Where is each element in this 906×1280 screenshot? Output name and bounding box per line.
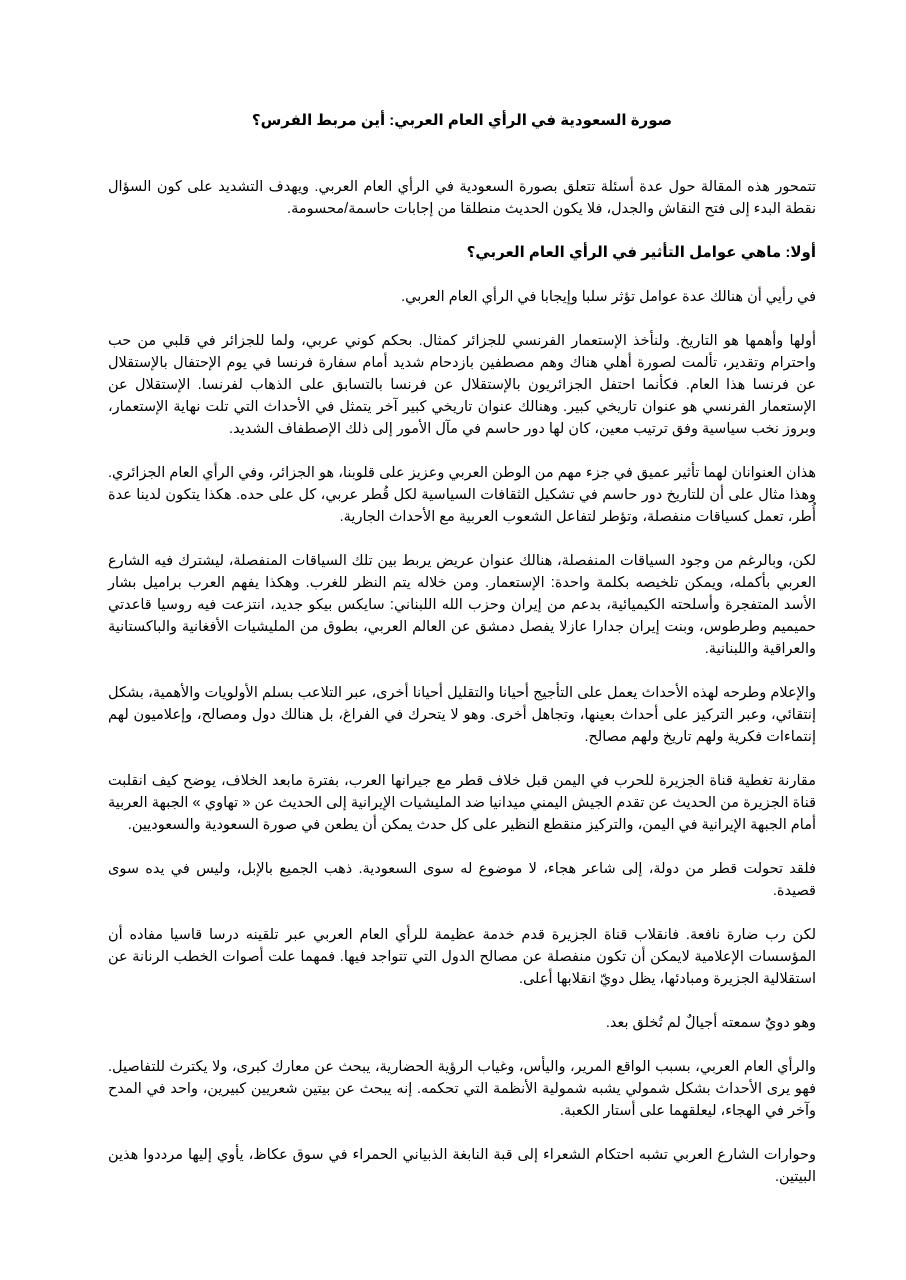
body-paragraph: والإعلام وطرحه لهذه الأحداث يعمل على التأجيج أحيانا والتقليل أحيانا أخرى، عبر التلاعب بسلم الأولويات والأهمية، بشكل إنتقائي، وعبر التركيز على أحداث بعينها، وتجاهل أخرى. وهو لا يتحرك في الفراغ، بل هنالك دول ومصالح، وإعلاميون لهم إنتماءات فكرية ولهم تاريخ ولهم مصالح.	[108, 685, 816, 745]
body-paragraph: وحوارات الشارع العربي تشبه احتكام الشعراء إلى قبة النابغة الذبياني الحمراء في سوق عكاظ، يأوي إليها مرددوا هذين البيتين.	[108, 1147, 816, 1185]
spacer	[108, 132, 816, 176]
document-page	[108, 100, 816, 1188]
intro-paragraph: تتمحور هذه المقالة حول عدة أسئلة تتعلق بصورة السعودية في الرأي العام العربي. ويهدف التشديد على كون السؤال نقطة البدء إلى فتح النقاش والجدل، فلا يكون الحديث منطلقا من إجابات حاسمة/محسومة.	[108, 179, 816, 217]
spacer	[108, 902, 816, 924]
body-paragraph: فلقد تحولت قطر من دولة، إلى شاعر هجاء، لا موضوع له سوى السعودية. ذهب الجميع بالإبل، وليس في يده سوى قصيدة.	[108, 861, 816, 899]
body-paragraph: هذان العنوانان لهما تأثير عميق في جزء مهم من الوطن العربي وعزيز على قلوبنا، هو الجزائر، وفي الرأي العام الجزائري. وهذا مثال على أن للتاريخ دور حاسم في تشكيل الثقافات السياسية لكل قُطر عربي، كل على حده. هكذا يتكون لدينا عدة أُطر، تعمل كسياقات منفصلة، وتؤطر لتفاعل الشعوب العربية مع الأحداث الجارية.	[108, 465, 816, 525]
body-paragraph: لكن رب ضارة نافعة. فانقلاب قناة الجزيرة قدم خدمة عظيمة للرأي العام العربي عبر تلقينه درسا قاسيا مفاده أن المؤسسات الإعلامية لايمكن أن تكون منفصلة عن مصالح الدول التي تتواجد فيها. فمهما علت أصوات الخطب الرنانة عن استقلالية الجزيرة ومبادئها، يظل دويّ انقلابها أعلى.	[108, 927, 816, 987]
spacer	[108, 308, 816, 330]
section-heading: أولا: ماهي عوامل التأثير في الرأي العام العربي؟	[466, 244, 816, 261]
body-paragraph: مقارنة تغطية قناة الجزيرة للحرب في اليمن قبل خلاف قطر مع جيرانها العرب، بفترة مابعد الخلاف، يوضح كيف انقلبت قناة الجزيرة من الحديث عن تقدم الجيش اليمني ميدانيا ضد المليشيات الإيرانية إلى الحديث عن « تهاوي » الجبهة العربية أمام الجبهة الإيرانية في اليمن، والتركيز منقطع النظير على كل حدث يمكن أن يطعن في صورة السعودية والسعوديين.	[108, 773, 816, 833]
spacer	[108, 1122, 816, 1144]
spacer	[108, 440, 816, 462]
spacer	[108, 1034, 816, 1056]
spacer	[108, 748, 816, 770]
body-paragraph: في رأيي أن هنالك عدة عوامل تؤثر سلبا وإيجابا في الرأي العام العربي.	[401, 289, 816, 305]
spacer	[108, 264, 816, 286]
spacer	[108, 990, 816, 1012]
spacer	[108, 528, 816, 550]
body-paragraph: لكن، وبالرغم من وجود السياقات المنفصلة، هنالك عنوان عريض يربط بين تلك السياقات المنفصلة، ليشترك فيه الشارع العربي بأكمله، ويمكن تلخيصه بكلمة واحدة: الإستعمار. ومن خلاله يتم النظر للغرب. وهكذا يفهم العرب براميل بشار الأسد المتفجرة وأسلحته الكيميائية، بدعم من إيران وحزب الله اللبناني: سايكس بيكو جديد، انتزعت فيه روسيا قاعدتي حميميم وطرطوس، وبنت إيران جدارا عازلا يفصل دمشق عن العالم العربي، بطوق من المليشيات الأفغانية والباكستانية والعراقية واللبنانية.	[108, 553, 816, 657]
spacer	[108, 660, 816, 682]
document-title: صورة السعودية في الرأي العام العربي: أين مربط الفرس؟	[251, 112, 673, 129]
body-paragraph: وهو دويٌ سمعته أجيالٌ لم تُخلق بعد.	[605, 1015, 816, 1031]
spacer	[108, 836, 816, 858]
spacer	[108, 220, 816, 242]
body-paragraph: أولها وأهمها هو التاريخ. ولنأخذ الإستعمار الفرنسي للجزائر كمثال. بحكم كوني عربي، ولما للجزائر في قلبي من حب واحترام وتقدير، تألمت لصورة أهلي هناك وهم مصطفين بازدحام شديد أمام سفارة فرنسا في يوم الإحتفال بالإستقلال عن فرنسا هذا العام. فكأنما احتفل الجزائريون بالإستقلال عن فرنسا بالتسابق على الذهاب لفرنسا. الإستقلال عن الإستعمار الفرنسي هو عنوان تاريخي كبير. وهنالك عنوان تاريخي كبير آخر يتمثل في الأحداث التي تلت نهاية الإستعمار، وبروز نخب سياسية وفق ترتيب معين، كان لها دور حاسم في مآل الأمور إلى ذلك الإصطفاف الشديد.	[108, 333, 816, 437]
body-paragraph: والرأي العام العربي، بسبب الواقع المرير، واليأس، وغياب الرؤية الحضارية، يبحث عن معارك كبرى، ولا يكترث للتفاصيل. فهو يرى الأحداث بشكل شمولي يشبه شمولية الأنظمة التي تحكمه. إنه يبحث عن بيتين شعريين كبيرين، واحد في المدح وآخر في الهجاء، ليعلقهما على أستار الكعبة.	[108, 1059, 816, 1119]
